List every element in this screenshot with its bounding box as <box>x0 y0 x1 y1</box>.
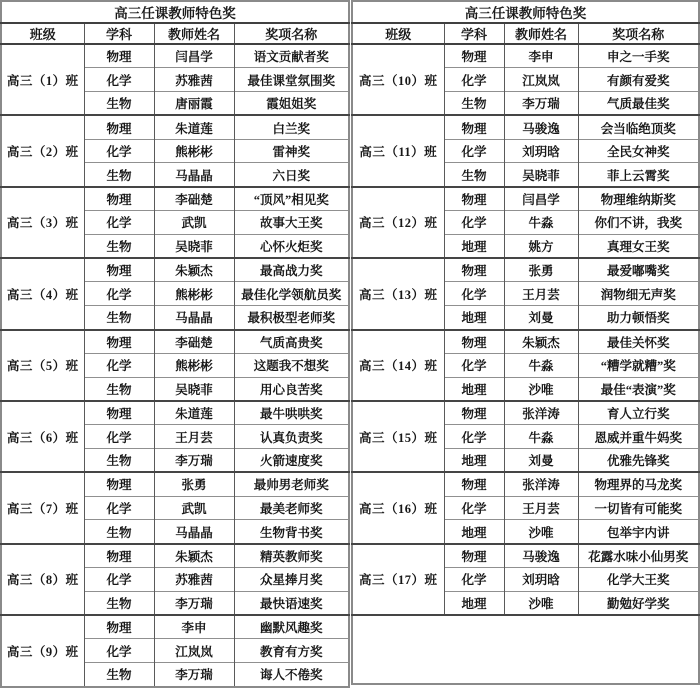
column-header-subject: 学科 <box>444 23 504 44</box>
teacher-cell: 江岚岚 <box>504 68 578 92</box>
award-cell: 最佳关怀奖 <box>578 330 699 354</box>
teacher-cell: 李申 <box>154 615 234 639</box>
subject-cell: 化学 <box>444 211 504 235</box>
teacher-cell: 熊彬彬 <box>154 282 234 306</box>
column-header-class: 班级 <box>352 23 444 44</box>
teacher-cell: 马骏逸 <box>504 115 578 139</box>
teacher-cell: 闫昌学 <box>154 44 234 68</box>
teacher-cell: 马晶晶 <box>154 163 234 187</box>
award-cell: 教育有方奖 <box>234 639 349 663</box>
column-header-award: 奖项名称 <box>234 23 349 44</box>
class-cell: 高三（17）班 <box>352 544 444 615</box>
table-row <box>1 187 349 211</box>
award-cell: 真理女王奖 <box>578 234 699 258</box>
subject-cell: 物理 <box>84 330 154 354</box>
award-cell: 最佳课堂氛围奖 <box>234 68 349 92</box>
award-cell: 助力顿悟奖 <box>578 306 699 330</box>
column-header-class: 班级 <box>1 23 84 44</box>
subject-cell: 化学 <box>444 568 504 592</box>
teacher-cell: 王月芸 <box>504 282 578 306</box>
subject-cell: 物理 <box>444 544 504 568</box>
subject-cell: 化学 <box>444 496 504 520</box>
teacher-cell: 苏雅茜 <box>154 568 234 592</box>
award-cell: 气质最佳奖 <box>578 92 699 116</box>
teacher-cell: 沙唯 <box>504 520 578 544</box>
award-cell: 幽默风趣奖 <box>234 615 349 639</box>
teacher-cell: 张洋涛 <box>504 401 578 425</box>
subject-cell: 物理 <box>444 44 504 68</box>
subject-cell: 化学 <box>444 425 504 449</box>
class-cell: 高三（8）班 <box>1 544 84 615</box>
teacher-cell: 熊彬彬 <box>154 353 234 377</box>
subject-cell: 物理 <box>84 472 154 496</box>
teacher-cell: 刘曼 <box>504 449 578 473</box>
teacher-cell: 李础楚 <box>154 187 234 211</box>
teacher-cell: 江岚岚 <box>154 639 234 663</box>
subject-cell: 化学 <box>84 568 154 592</box>
class-cell: 高三（3）班 <box>1 187 84 258</box>
award-cell: 最牛哄哄奖 <box>234 401 349 425</box>
award-cell: 润物细无声奖 <box>578 282 699 306</box>
award-cell: 最爱嘟嘴奖 <box>578 258 699 282</box>
subject-cell: 生物 <box>84 306 154 330</box>
teacher-cell: 朱颖杰 <box>504 330 578 354</box>
award-cell: 花露水味小仙男奖 <box>578 544 699 568</box>
teacher-cell: 张勇 <box>154 472 234 496</box>
class-cell: 高三（11）班 <box>352 115 444 186</box>
subject-cell: 物理 <box>444 330 504 354</box>
class-cell: 高三（5）班 <box>1 330 84 401</box>
award-cell: 物理界的马龙奖 <box>578 472 699 496</box>
subject-cell: 地理 <box>444 591 504 615</box>
teacher-cell: 马晶晶 <box>154 306 234 330</box>
award-cell: 白兰奖 <box>234 115 349 139</box>
award-cell: 有颜有爱奖 <box>578 68 699 92</box>
teacher-cell: 沙唯 <box>504 591 578 615</box>
teacher-cell: 李万瑞 <box>154 449 234 473</box>
subject-cell: 物理 <box>84 187 154 211</box>
table-row <box>352 187 699 211</box>
award-cell: 申之一手奖 <box>578 44 699 68</box>
teacher-cell: 李万瑞 <box>154 663 234 687</box>
class-cell: 高三（12）班 <box>352 187 444 258</box>
subject-cell: 化学 <box>444 282 504 306</box>
table-row <box>352 544 699 568</box>
teacher-cell: 牛淼 <box>504 211 578 235</box>
subject-cell: 地理 <box>444 377 504 401</box>
teacher-cell: 姚方 <box>504 234 578 258</box>
award-cell: 用心良苦奖 <box>234 377 349 401</box>
award-cell: 勤勉好学奖 <box>578 591 699 615</box>
subject-cell: 物理 <box>444 401 504 425</box>
subject-cell: 地理 <box>444 234 504 258</box>
table-header-row <box>352 23 699 44</box>
award-cell: 最高战力奖 <box>234 258 349 282</box>
award-cell: 菲上云霄奖 <box>578 163 699 187</box>
award-cell: 最快语速奖 <box>234 591 349 615</box>
subject-cell: 生物 <box>444 163 504 187</box>
table-row <box>1 258 349 282</box>
table-row <box>1 544 349 568</box>
teacher-cell: 朱颖杰 <box>154 258 234 282</box>
subject-cell: 物理 <box>444 115 504 139</box>
award-cell: 心怀火炬奖 <box>234 234 349 258</box>
table-title: 高三任课教师特色奖 <box>1 1 349 23</box>
award-cell: 全民女神奖 <box>578 139 699 163</box>
award-cell: 故事大王奖 <box>234 211 349 235</box>
teacher-cell: 唐丽霞 <box>154 92 234 116</box>
award-cell: 最佳化学领航员奖 <box>234 282 349 306</box>
award-cell: 火箭速度奖 <box>234 449 349 473</box>
award-cell: 雷神奖 <box>234 139 349 163</box>
award-cell: 这题我不想奖 <box>234 353 349 377</box>
award-cell: 众星捧月奖 <box>234 568 349 592</box>
table-row <box>352 330 699 354</box>
teacher-cell: 朱道莲 <box>154 115 234 139</box>
subject-cell: 物理 <box>84 44 154 68</box>
table-row <box>352 115 699 139</box>
awards-table-left-body <box>1 1 349 687</box>
empty-footer-cell <box>352 615 699 684</box>
table-row <box>1 44 349 68</box>
subject-cell: 物理 <box>84 115 154 139</box>
class-cell: 高三（4）班 <box>1 258 84 329</box>
subject-cell: 地理 <box>444 520 504 544</box>
table-row <box>352 258 699 282</box>
award-cell: 化学大王奖 <box>578 568 699 592</box>
table-title: 高三任课教师特色奖 <box>352 1 699 23</box>
subject-cell: 生物 <box>84 163 154 187</box>
teacher-cell: 朱颖杰 <box>154 544 234 568</box>
teacher-cell: 李万瑞 <box>504 92 578 116</box>
award-cell: “糟学就糟”奖 <box>578 353 699 377</box>
award-cell: 你们不讲，我奖 <box>578 211 699 235</box>
award-cell: 霞姐姐奖 <box>234 92 349 116</box>
teacher-cell: 闫昌学 <box>504 187 578 211</box>
subject-cell: 化学 <box>84 496 154 520</box>
teacher-cell: 牛淼 <box>504 425 578 449</box>
class-cell: 高三（6）班 <box>1 401 84 472</box>
class-cell: 高三（1）班 <box>1 44 84 115</box>
empty-footer-row <box>352 615 699 684</box>
award-cell: 最美老师奖 <box>234 496 349 520</box>
award-cell: 育人立行奖 <box>578 401 699 425</box>
awards-table-right-body <box>352 1 699 684</box>
teacher-cell: 马晶晶 <box>154 520 234 544</box>
column-header-teacher: 教师姓名 <box>154 23 234 44</box>
teacher-cell: 李申 <box>504 44 578 68</box>
subject-cell: 化学 <box>84 282 154 306</box>
award-cell: 一切皆有可能奖 <box>578 496 699 520</box>
award-cell: 最佳“表演”奖 <box>578 377 699 401</box>
teacher-cell: 李万瑞 <box>154 591 234 615</box>
subject-cell: 物理 <box>444 258 504 282</box>
awards-table-right <box>351 0 700 685</box>
subject-cell: 生物 <box>84 234 154 258</box>
subject-cell: 生物 <box>84 377 154 401</box>
subject-cell: 物理 <box>444 472 504 496</box>
table-title-row <box>1 1 349 23</box>
class-cell: 高三（10）班 <box>352 44 444 115</box>
subject-cell: 生物 <box>84 591 154 615</box>
teacher-cell: 牛淼 <box>504 353 578 377</box>
award-cell: 物理维纳斯奖 <box>578 187 699 211</box>
table-row <box>1 401 349 425</box>
subject-cell: 生物 <box>84 520 154 544</box>
class-cell: 高三（2）班 <box>1 115 84 186</box>
class-cell: 高三（15）班 <box>352 401 444 472</box>
subject-cell: 生物 <box>84 663 154 687</box>
teacher-cell: 吴晓菲 <box>504 163 578 187</box>
teacher-cell: 李础楚 <box>154 330 234 354</box>
class-cell: 高三（7）班 <box>1 472 84 543</box>
teacher-cell: 朱道莲 <box>154 401 234 425</box>
subject-cell: 化学 <box>84 139 154 163</box>
teacher-cell: 张洋涛 <box>504 472 578 496</box>
class-cell: 高三（13）班 <box>352 258 444 329</box>
subject-cell: 物理 <box>84 544 154 568</box>
teacher-cell: 王月芸 <box>504 496 578 520</box>
table-row <box>352 44 699 68</box>
table-row <box>1 615 349 639</box>
award-cell: 生物背书奖 <box>234 520 349 544</box>
teacher-cell: 沙唯 <box>504 377 578 401</box>
table-row <box>352 401 699 425</box>
subject-cell: 化学 <box>84 425 154 449</box>
teacher-cell: 武凯 <box>154 211 234 235</box>
teacher-cell: 王月芸 <box>154 425 234 449</box>
subject-cell: 物理 <box>84 401 154 425</box>
table-row <box>1 330 349 354</box>
subject-cell: 物理 <box>84 615 154 639</box>
award-cell: 气质高贵奖 <box>234 330 349 354</box>
teacher-cell: 刘玥晗 <box>504 568 578 592</box>
award-cell: 精英教师奖 <box>234 544 349 568</box>
class-cell: 高三（16）班 <box>352 472 444 543</box>
subject-cell: 化学 <box>444 68 504 92</box>
subject-cell: 地理 <box>444 306 504 330</box>
subject-cell: 生物 <box>84 449 154 473</box>
subject-cell: 化学 <box>84 639 154 663</box>
award-cell: 优雅先锋奖 <box>578 449 699 473</box>
teacher-cell: 熊彬彬 <box>154 139 234 163</box>
teacher-cell: 马骏逸 <box>504 544 578 568</box>
teacher-cell: 刘曼 <box>504 306 578 330</box>
class-cell: 高三（14）班 <box>352 330 444 401</box>
subject-cell: 地理 <box>444 449 504 473</box>
table-header-row <box>1 23 349 44</box>
teacher-cell: 武凯 <box>154 496 234 520</box>
teacher-cell: 吴晓菲 <box>154 234 234 258</box>
table-row <box>1 115 349 139</box>
award-cell: 认真负责奖 <box>234 425 349 449</box>
award-cell: 六日奖 <box>234 163 349 187</box>
award-cell: 最积极型老师奖 <box>234 306 349 330</box>
award-cell: 语文贡献者奖 <box>234 44 349 68</box>
subject-cell: 物理 <box>84 258 154 282</box>
column-header-award: 奖项名称 <box>578 23 699 44</box>
award-cell: 恩威并重牛妈奖 <box>578 425 699 449</box>
award-cell: 包举宇内讲 <box>578 520 699 544</box>
column-header-subject: 学科 <box>84 23 154 44</box>
subject-cell: 物理 <box>444 187 504 211</box>
subject-cell: 化学 <box>444 139 504 163</box>
table-row <box>1 472 349 496</box>
award-cell: 诲人不倦奖 <box>234 663 349 687</box>
award-cell: 最帅男老师奖 <box>234 472 349 496</box>
teacher-cell: 张勇 <box>504 258 578 282</box>
subject-cell: 化学 <box>84 211 154 235</box>
subject-cell: 生物 <box>444 92 504 116</box>
table-row <box>352 472 699 496</box>
subject-cell: 化学 <box>84 353 154 377</box>
class-cell: 高三（9）班 <box>1 615 84 686</box>
teacher-cell: 刘玥晗 <box>504 139 578 163</box>
teacher-cell: 苏雅茜 <box>154 68 234 92</box>
subject-cell: 化学 <box>444 353 504 377</box>
column-header-teacher: 教师姓名 <box>504 23 578 44</box>
award-cell: 会当临绝顶奖 <box>578 115 699 139</box>
award-cell: “顶风”相见奖 <box>234 187 349 211</box>
table-title-row <box>352 1 699 23</box>
teacher-cell: 吴晓菲 <box>154 377 234 401</box>
subject-cell: 生物 <box>84 92 154 116</box>
subject-cell: 化学 <box>84 68 154 92</box>
